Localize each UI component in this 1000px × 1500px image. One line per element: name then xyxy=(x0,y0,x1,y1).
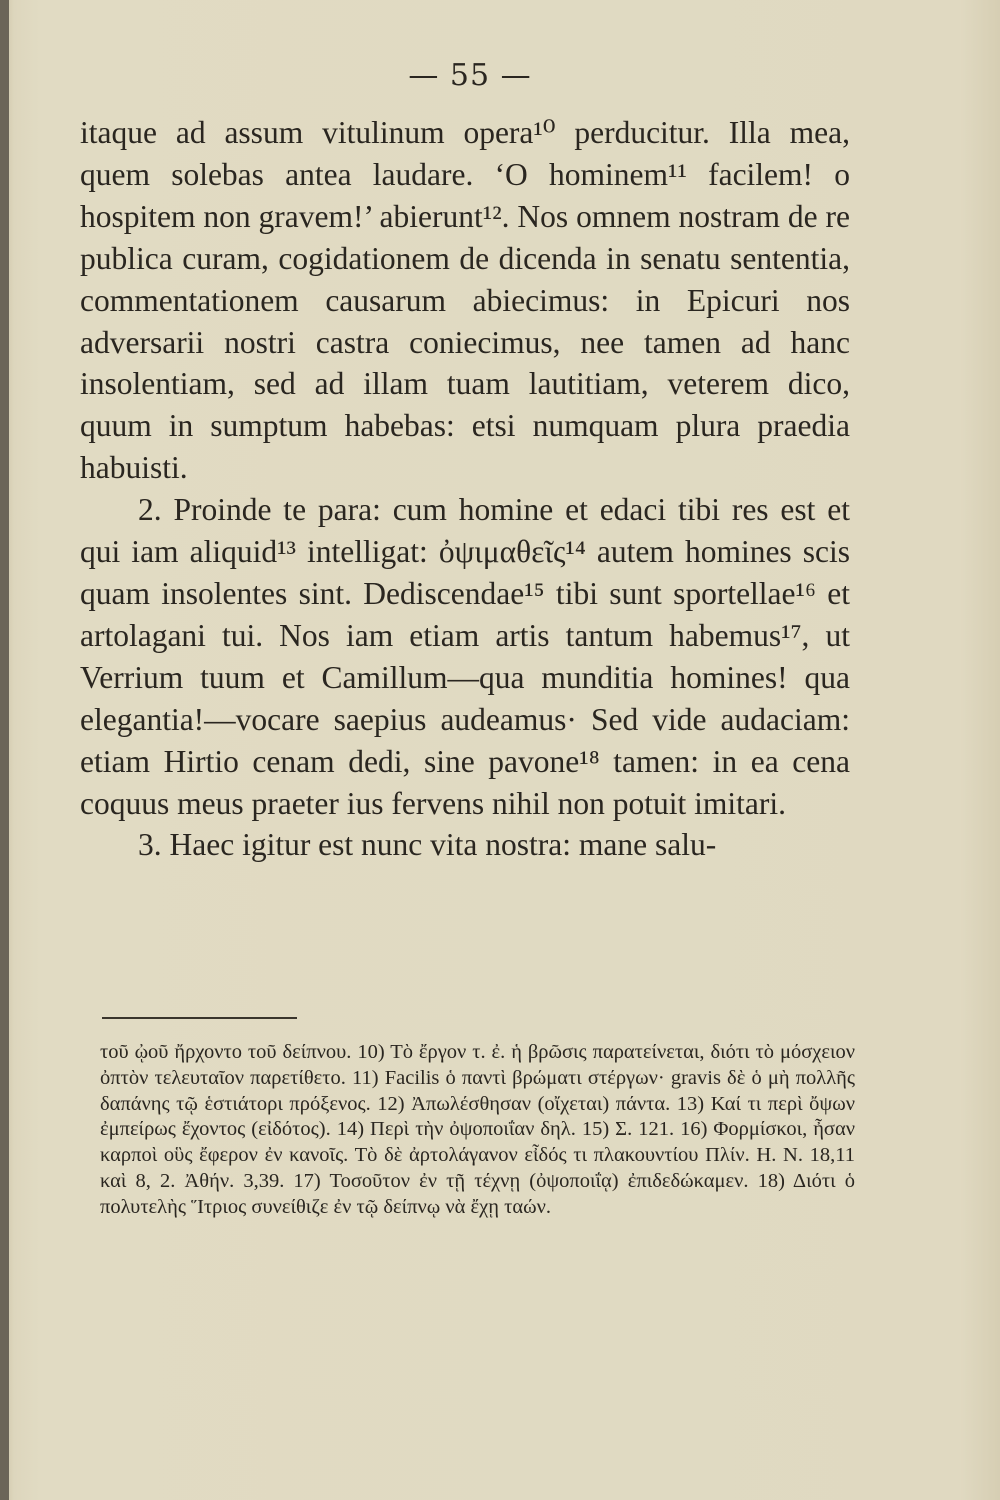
paragraph-1: itaque ad assum vitulinum opera¹⁰ perducitur. Illa mea, quem solebas antea laudare. ‘O hominem¹¹ facilem! o hospitem non gravem!’ abierunt¹². Nos omnem nostram de re publica curam, cogidationem de dicenda in senatu sententia, commentationem causarum abiecimus: in Epicuri nos adversarii nostri castra coniecimus, nee tamen ad hanc insolentiam, sed ad illam tuam lautitiam, veterem dico, quum in sumptum habebas: etsi numquam plura praedia habuisti. xyxy=(80,115,850,486)
main-text xyxy=(80,112,850,866)
footnotes xyxy=(100,1040,855,1221)
book-spine-shadow xyxy=(0,0,9,1500)
footnotes-text: τοῦ ᾠοῦ ἤρχοντο τοῦ δείπνου. 10) Τὸ ἔργον τ. ἐ. ἡ βρῶσις παρατείνεται, διότι τὸ μόσχειον ὀπτὸν τελευταῖον παρετίθετο. 11) Facilis ὁ παντὶ βρώματι στέργων· gravis δὲ ὁ μὴ πολλῆς δαπάνης τῷ ἑστιάτορι πρόξενος. 12) Ἀπωλέσθησαν (οἴχεται) πάντα. 13) Καί τι περὶ ὄψων ἐμπείρως ἔχοντος (εἰδότος). 14) Περὶ τὴν ὀψοποιΐαν δηλ. 15) Σ. 121. 16) Φορμίσκοι, ἦσαν καρποὶ οὓς ἔφερον ἐν κανοῖς. Τὸ δὲ ἀρτολάγανον εἶδός τι πλακουντίου Πλίν. Η. Ν. 18,11 καὶ 8, 2. Ἀθήν. 3,39. 17) Τοσοῦτον ἐν τῇ τέχνῃ (ὀψοποιΐᾳ) ἐπιδεδώκαμεν. 18) Διότι ὁ πολυτελὴς Ἵτριος συνείθιζε ἐν τῷ δείπνῳ νὰ ἔχῃ ταών. xyxy=(100,1041,855,1218)
page-number: — 55 — xyxy=(408,58,532,93)
paragraph-3: 3. Haec igitur est nunc vita nostra: mane salu- xyxy=(138,827,717,863)
footnote-divider xyxy=(102,1017,297,1019)
paragraph-2: 2. Proinde te para: cum homine et edaci tibi res est et qui iam aliquid¹³ intelligat: ὀψιμαθεῖς¹⁴ autem homines scis quam insolentes sint. Dediscendae¹⁵ tibi sunt sportellae¹⁶ et artolagani tui. Nos iam etiam artis tantum habemus¹⁷, ut Verrium tuum et Camillum—qua munditia homines! qua elegantia!—vocare saepius audeamus· Sed vide audaciam: etiam Hirtio cenam dedi, sine pavone¹⁸ tamen: in ea cena coquus meus praeter ius fervens nihil non potuit imitari. xyxy=(80,492,850,821)
